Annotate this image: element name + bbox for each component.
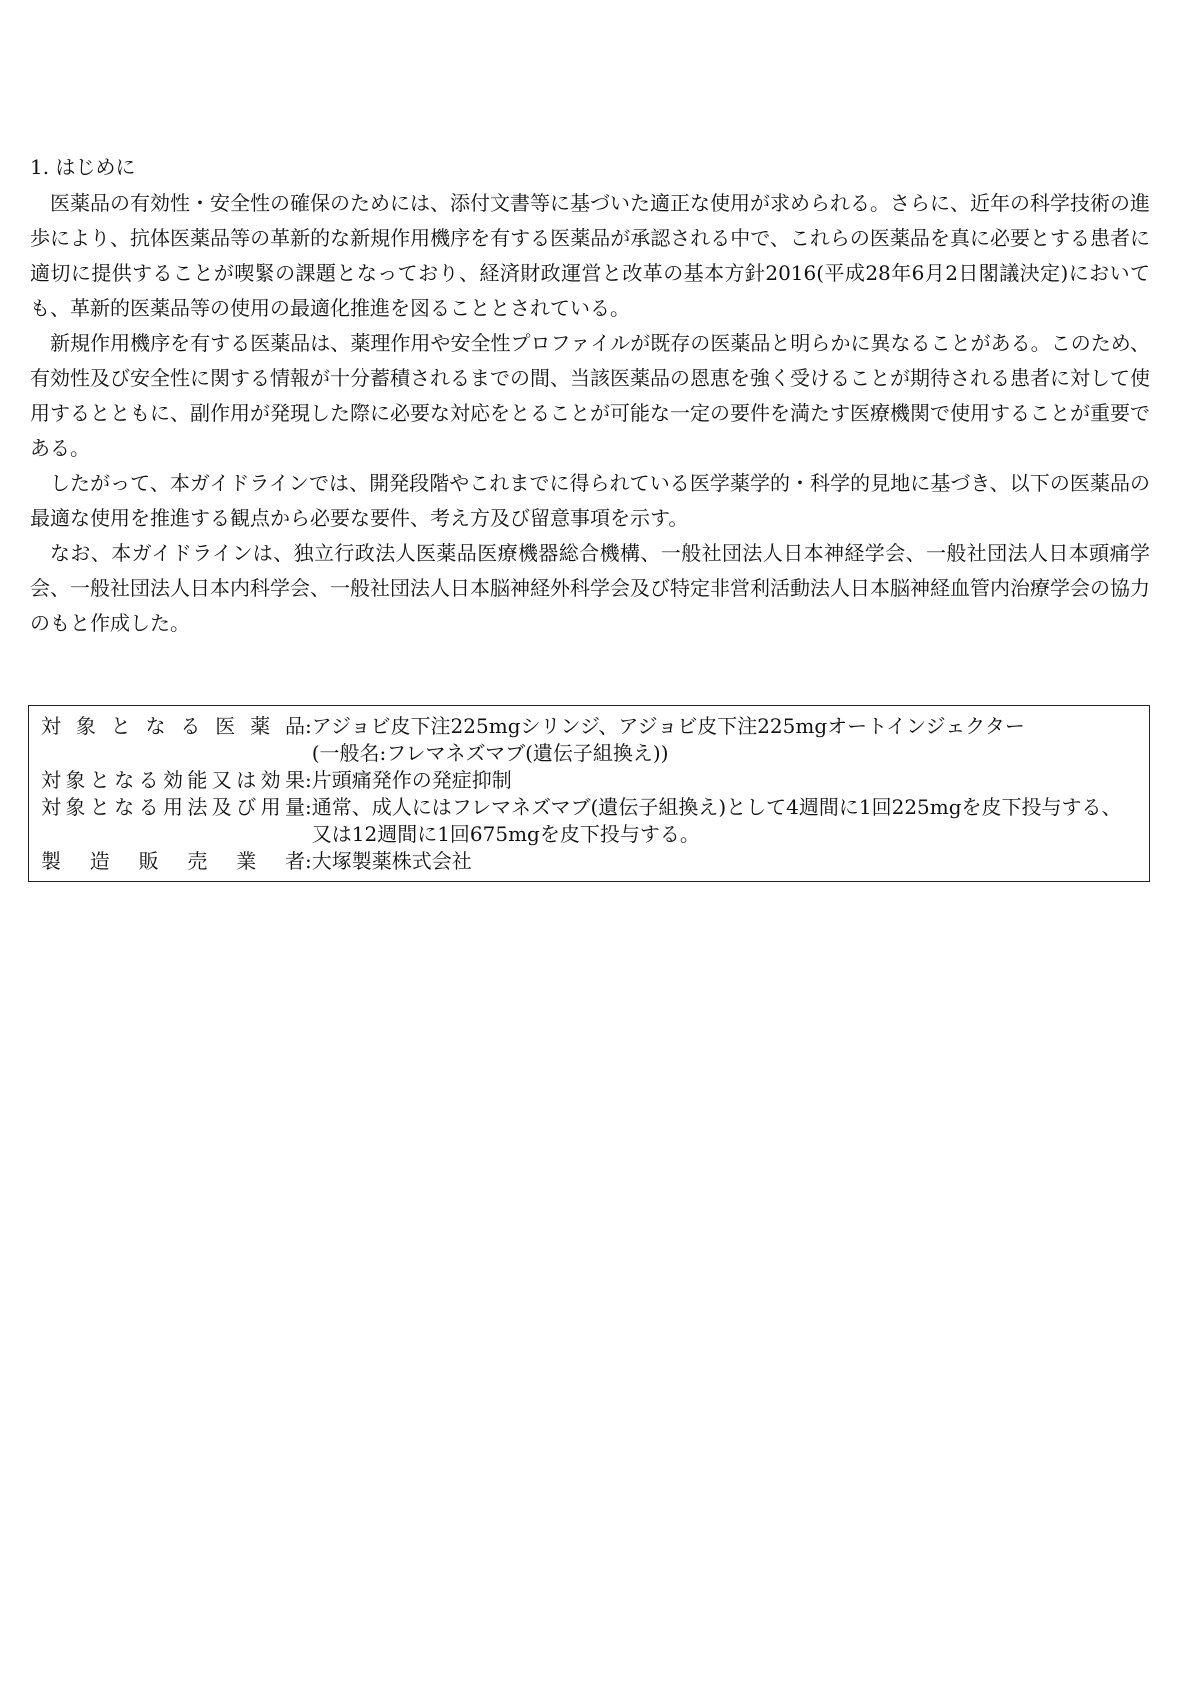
info-row-target-drug [29, 713, 1149, 767]
paragraph: したがって、本ガイドラインでは、開発段階やこれまでに得られている医学薬学的・科学的見地に基づき、以下の医薬品の最適な使用を推進する観点から必要な要件、考え方及び留意事項を示す。 [30, 471, 1150, 530]
paragraph: 医薬品の有効性・安全性の確保のためには、添付文書等に基づいた適正な使用が求められる。さらに、近年の科学技術の進歩により、抗体医薬品等の革新的な新規作用機序を有する医薬品が承認される中で、これらの医薬品を真に必要とする患者に適切に提供することが喫緊の課題となっており、経済財政運営と改革の基本方針2016(平成28年6月2日閣議決定)においても、革新的医薬品等の使用の最適化推進を図ることとされている。 [30, 191, 1150, 320]
info-value [312, 767, 1149, 794]
drug-info-box [28, 705, 1150, 882]
info-label: 対象となる用法及び用量 [41, 795, 305, 819]
info-separator: : [305, 849, 312, 873]
info-value [312, 848, 1149, 875]
info-label: 対象となる医薬品 [41, 714, 305, 738]
info-row-indication [29, 767, 1149, 794]
introduction-body [30, 186, 1150, 641]
paragraph: なお、本ガイドラインは、独立行政法人医薬品医療機器総合機構、一般社団法人日本神経学会、一般社団法人日本頭痛学会、一般社団法人日本内科学会、一般社団法人日本脳神経外科学会及び特定非営利活動法人日本脳神経血管内治療学会の協力のもと作成した。 [30, 541, 1150, 635]
info-value-line: 大塚製薬株式会社 [311, 849, 472, 873]
info-separator: : [305, 714, 312, 738]
paragraph: 新規作用機序を有する医薬品は、薬理作用や安全性プロファイルが既存の医薬品と明らかに異なることがある。このため、有効性及び安全性に関する情報が十分蓄積されるまでの間、当該医薬品の恩恵を強く受けることが期待される患者に対して使用するとともに、副作用が発現した際に必要な対応をとることが可能な一定の要件を満たす医療機関で使用することが重要である。 [30, 331, 1150, 460]
info-separator: : [305, 795, 312, 819]
section-number: 1. [30, 155, 50, 179]
section-title: はじめに [55, 155, 136, 179]
section-heading [30, 154, 135, 180]
info-row-manufacturer [29, 848, 1149, 875]
info-value-line: 片頭痛発作の発症抑制 [311, 768, 512, 792]
info-value-line: 通常、成人にはフレマネズマブ(遺伝子組換え)として4週間に1回225mgを皮下投与する、 [311, 795, 1122, 819]
info-label: 製造販売業者 [41, 849, 305, 873]
info-row-dosage [29, 794, 1149, 848]
info-separator: : [305, 768, 312, 792]
info-value [312, 713, 1149, 767]
info-value-line: 又は12週間に1回675mgを皮下投与する。 [311, 822, 700, 846]
info-value-line: (一般名:フレマネズマブ(遺伝子組換え)) [311, 741, 669, 765]
info-label: 対象となる効能又は効果 [41, 768, 305, 792]
info-value [312, 794, 1149, 848]
info-value-line: アジョビ皮下注225mgシリンジ、アジョビ皮下注225mgオートインジェクター [311, 714, 1025, 738]
